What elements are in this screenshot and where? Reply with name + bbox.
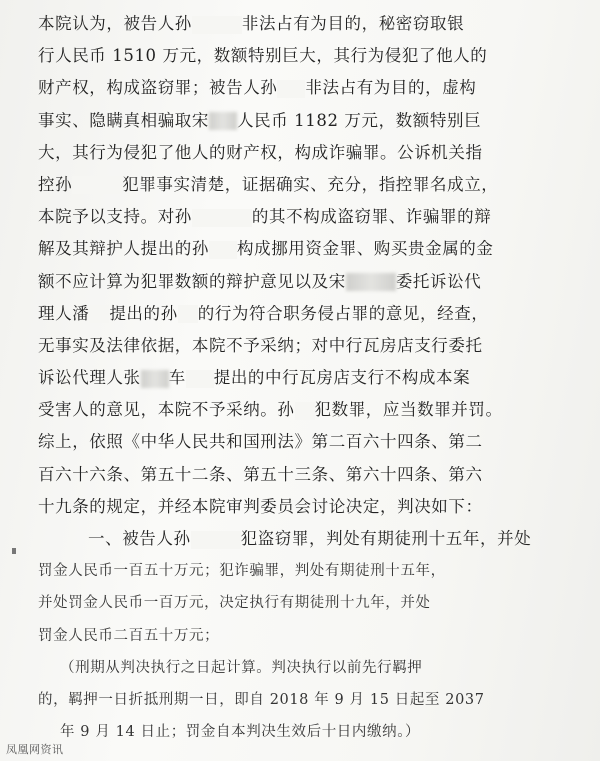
watermark: 凤凰网资讯 [6, 743, 64, 756]
text-segment: 犯罪事实清楚，证据确实、充分，指控罪名成立， [122, 174, 499, 194]
text-line [38, 523, 583, 555]
text-segment: 本院予以支持。对孙 [38, 207, 192, 227]
text-segment: 受害人的意见，本院不予采纳。孙 [38, 400, 295, 420]
text-segment: 人民币 1182 万元，数额特别巨 [237, 110, 482, 130]
redacted-region [89, 305, 109, 323]
text-segment: 一、被告人孙 [88, 529, 191, 548]
text-line [38, 137, 583, 169]
text-segment: 车 [168, 368, 186, 388]
text-line [38, 298, 583, 330]
text-line [38, 362, 583, 394]
redacted-region [277, 80, 305, 98]
redacted-region [192, 209, 252, 227]
text-segment: 的行为符合职务侵占罪的意见，经查， [197, 303, 489, 323]
redacted-region [209, 112, 237, 130]
text-segment: 百六十六条、第五十二条、第五十三条、第六十四条、第六 [38, 464, 483, 484]
text-segment: （刑期从判决执行之日起计算。判决执行以前先行羁押 [60, 659, 423, 676]
text-segment: 犯数罪，应当数罪并罚。 [314, 400, 503, 420]
text-line [38, 491, 583, 523]
text-line [38, 266, 583, 298]
redacted-region [346, 273, 396, 291]
text-line [38, 169, 583, 201]
text-segment: 本院认为，被告人孙 [38, 14, 192, 33]
text-line [38, 201, 583, 233]
judgment-text [38, 8, 583, 748]
text-segment: 行人民币 1510 万元，数额特别巨大，其行为侵犯了他人的 [38, 46, 488, 66]
text-segment: 额不应计算为犯罪数额的辩护意见以及宋 [38, 271, 346, 291]
text-line [38, 330, 583, 362]
text-line [38, 72, 583, 104]
redacted-region [191, 531, 241, 549]
text-line [38, 394, 583, 426]
text-segment: 并处罚金人民币一百万元，决定执行有期徒刑十九年，并处 [38, 595, 431, 612]
text-segment: 罚金人民币二百五十万元； [38, 627, 220, 644]
text-segment: 委托诉讼代 [395, 271, 482, 291]
text-segment: 解及其辩护人提出的孙 [38, 239, 209, 259]
text-segment: 事实、隐瞒真相骗取宋 [38, 110, 209, 130]
text-segment: 非法占有为目的，虚构 [305, 78, 477, 98]
text-segment: 犯盗窃罪，判处有期徒刑十五年，并处 [240, 529, 532, 548]
redacted-region [178, 305, 198, 323]
redacted-region [186, 370, 214, 388]
text-segment: 提出的中行瓦房店支行不构成本案 [213, 368, 471, 388]
text-segment: 提出的孙 [109, 303, 178, 323]
text-line [38, 684, 583, 716]
redacted-region [295, 402, 315, 420]
text-segment: 控孙 [38, 174, 73, 194]
text-line [38, 459, 583, 491]
text-line [38, 8, 583, 40]
text-segment: 综上，依照《中华人民共和国刑法》第二百六十四条、第二 [38, 432, 483, 452]
text-line [38, 716, 583, 748]
margin-mark [12, 548, 16, 554]
text-line [38, 652, 583, 684]
text-line [38, 233, 583, 265]
text-segment: 构成挪用资金罪、购买贵金属的金 [237, 239, 494, 259]
redacted-region [209, 241, 237, 259]
text-segment: 非法占有为目的，秘密窃取银 [241, 14, 465, 33]
text-segment: 诉讼代理人张 [38, 368, 141, 388]
text-line [38, 40, 583, 72]
text-segment: 理人潘 [38, 303, 90, 323]
text-line [38, 555, 583, 587]
text-segment: 年 9 月 14 日止；罚金自本判决生效后十日内缴纳。） [60, 724, 421, 741]
redacted-region [192, 16, 242, 34]
text-segment: 的，羁押一日折抵刑期一日，即自 2018 年 9 月 15 日起至 2037 [38, 691, 485, 708]
text-segment: 财产权，构成盗窃罪；被告人孙 [38, 78, 278, 98]
text-segment: 罚金人民币一百五十万元；犯诈骗罪，判处有期徒刑十五年， [38, 563, 446, 580]
text-line [38, 587, 583, 619]
redacted-region [141, 370, 169, 388]
redacted-region [72, 176, 122, 194]
text-line [38, 426, 583, 458]
text-line [38, 620, 583, 652]
text-segment: 无事实及法律依据，本院不予采纳；对中行瓦房店支行委托 [38, 335, 483, 355]
text-segment: 的其不构成盗窃罪、诈骗罪的辩 [251, 207, 492, 227]
text-line [38, 105, 583, 137]
text-segment: 十九条的规定，并经本院审判委员会讨论决定，判决如下： [38, 496, 483, 516]
text-segment: 大，其行为侵犯了他人的财产权，构成诈骗罪。公诉机关指 [38, 142, 483, 162]
